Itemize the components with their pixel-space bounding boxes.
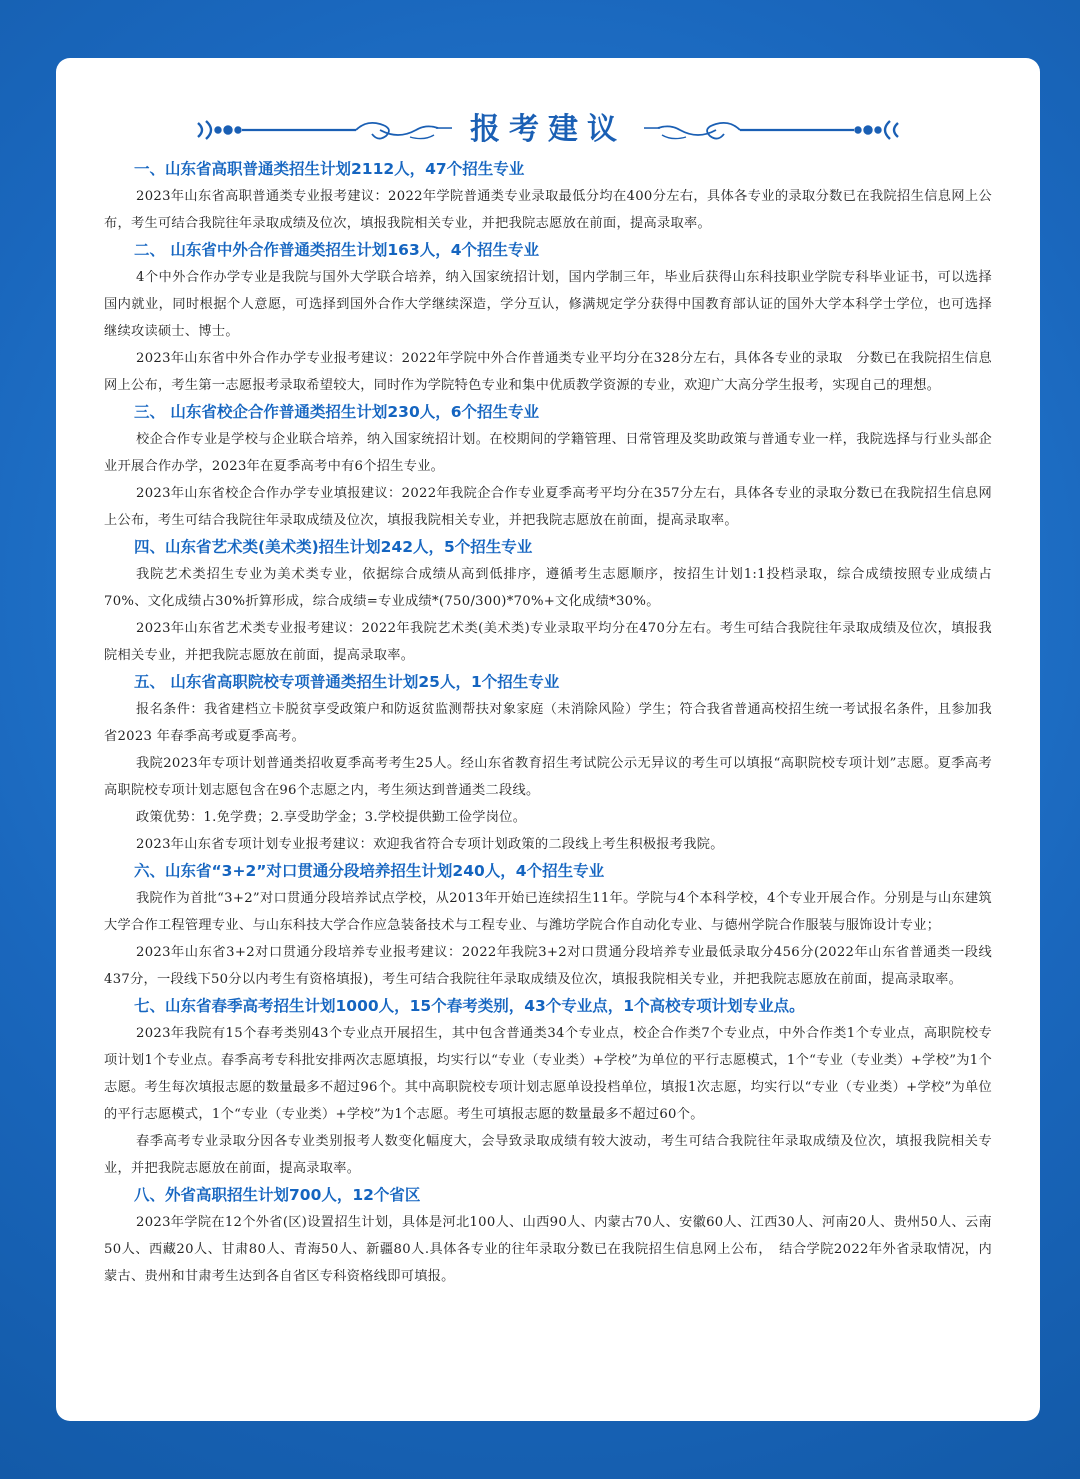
section-paragraph: 我院艺术类招生专业为美术类专业，依据综合成绩从高到低排序，遵循考生志愿顺序，按招生计划1:1投档录取，综合成绩按照专业成绩占70%、文化成绩占30%折算形成，综合成绩=专业成绩*(750/300)*70%+文化成绩*30%。 (104, 567, 992, 609)
section-1 (104, 156, 992, 237)
section-3 (104, 399, 992, 534)
section-paragraph: 4个中外合作办学专业是我院与国外大学联合培养，纳入国家统招计划，国内学制三年，毕业后获得山东科技职业学院专科毕业证书，可以选择国内就业，同时根据个人意愿，可选择到国外合作大学继续深造，学分互认，修满规定学分获得中国教育部认证的国外大学本科学士学位，也可选择继续攻读硕士、博士。 (104, 270, 992, 339)
sections-container (104, 156, 992, 1290)
section-paragraph: 2023年山东省中外合作办学专业报考建议：2022年学院中外合作普通类专业平均分在328分左右，具体各专业的录取 分数已在我院招生信息网上公布，考生第一志愿报考录取希望较大，同时作为学院特色专业和集中优质教学资源的专业，欢迎广大高分学生报考，实现自己的理想。 (104, 351, 992, 393)
section-paragraph: 报名条件：我省建档立卡脱贫享受政策户和防返贫监测帮扶对象家庭（未消除风险）学生；符合我省普通高校招生统一考试报名条件，且参加我省2023 年春季高考或夏季高考。 (104, 702, 992, 744)
title-row (56, 108, 1040, 152)
section-paragraph: 校企合作专业是学校与企业联合培养，纳入国家统招计划。在校期间的学籍管理、日常管理及奖助政策与普通专业一样，我院选择与行业头部企业开展合作办学，2023年在夏季高考中有6个招生专业。 (104, 432, 992, 474)
section-heading: 三、 山东省校企合作普通类招生计划230人，6个招生专业 (134, 403, 540, 421)
section-paragraph: 2023年山东省艺术类专业报考建议：2022年我院艺术类(美术类)专业录取平均分在470分左右。考生可结合我院往年录取成绩及位次，填报我院相关专业，并把我院志愿放在前面，提高录取率。 (104, 621, 992, 663)
section-paragraph: 2023年山东省专项计划专业报考建议：欢迎我省符合专项计划政策的二段线上考生积极报考我院。 (136, 837, 724, 852)
section-heading: 五、 山东省高职院校专项普通类招生计划25人，1个招生专业 (134, 673, 560, 691)
section-heading: 六、山东省“3+2”对口贯通分段培养招生计划240人，4个招生专业 (134, 862, 605, 880)
section-paragraph: 2023年我院有15个春考类别43个专业点开展招生，其中包含普通类34个专业点，校企合作类7个专业点，中外合作类1个专业点，高职院校专项计划1个专业点。春季高考专科批安排两次志愿填报，均实行以“专业（专业类）+学校”为单位的平行志愿模式，1个“专业（专业类）+学校”为1个志愿。考生每次填报志愿的数量最多不超过96个。其中高职院校专项计划志愿单设投档单位，填报1次志愿，均实行以“专业（专业类）+学校”为单位的平行志愿模式，1个“专业（专业类）+学校”为1个志愿。考生可填报志愿的数量最多不超过60个。 (104, 1026, 992, 1122)
page-title: 报考建议 (470, 112, 626, 147)
section-heading: 七、山东省春季高考招生计划1000人，15个春考类别，43个专业点，1个高校专项计划专业点。 (134, 997, 805, 1015)
section-paragraph: 我院2023年专项计划普通类招收夏季高考考生25人。经山东省教育招生考试院公示无异议的考生可以填报“高职院校专项计划”志愿。夏季高考高职院校专项计划志愿包含在96个志愿之内，考生须达到普通类二段线。 (104, 756, 992, 798)
section-paragraph: 我院作为首批“3+2”对口贯通分段培养试点学校，从2013年开始已连续招生11年。学院与4个本科学校，4个专业开展合作。分别是与山东建筑大学合作工程管理专业、与山东科技大学合作应急装备技术与工程专业、与潍坊学院合作自动化专业、与德州学院合作服装与服饰设计专业； (104, 891, 992, 933)
right-ornament-icon (640, 115, 900, 145)
section-heading: 四、山东省艺术类(美术类)招生计划242人，5个招生专业 (134, 538, 533, 556)
section-paragraph: 2023年学院在12个外省(区)设置招生计划，具体是河北100人、山西90人、内蒙古70人、安徽60人、江西30人、河南20人、贵州50人、云南50人、西藏20人、甘肃80人、青海50人、新疆80人.具体各专业的往年录取分数已在我院招生信息网上公布， 结合学院2022年外省录取情况，内蒙古、贵州和甘肃考生达到各自省区专科资格线即可填报。 (104, 1215, 992, 1284)
section-4 (104, 534, 992, 669)
content-card (56, 58, 1040, 1421)
section-paragraph: 2023年山东省校企合作办学专业填报建议：2022年我院企合作专业夏季高考平均分在357分左右，具体各专业的录取分数已在我院招生信息网上公布，考生可结合我院往年录取成绩及位次，填报我院相关专业，并把我院志愿放在前面，提高录取率。 (104, 486, 992, 528)
section-heading: 二、 山东省中外合作普通类招生计划163人，4个招生专业 (134, 241, 540, 259)
section-paragraph: 2023年山东省高职普通类专业报考建议：2022年学院普通类专业录取最低分均在400分左右，具体各专业的录取分数已在我院招生信息网上公布，考生可结合我院往年录取成绩及位次，填报我院相关专业，并把我院志愿放在前面，提高录取率。 (104, 189, 992, 231)
section-5 (104, 669, 992, 858)
left-ornament-icon (196, 115, 456, 145)
section-paragraph: 春季高考专业录取分因各专业类别报考人数变化幅度大，会导致录取成绩有较大波动，考生可结合我院往年录取成绩及位次，填报我院相关专业，并把我院志愿放在前面，提高录取率。 (104, 1134, 992, 1176)
section-6 (104, 858, 992, 993)
section-2 (104, 237, 992, 399)
section-8 (104, 1182, 992, 1290)
section-heading: 一、山东省高职普通类招生计划2112人，47个招生专业 (134, 160, 525, 178)
section-7 (104, 993, 992, 1182)
section-paragraph: 2023年山东省3+2对口贯通分段培养专业报考建议：2022年我院3+2对口贯通分段培养专业最低录取分456分(2022年山东省普通类一段线437分，一段线下50分以内考生有资格填报)，考生可结合我院往年录取成绩及位次，填报我院相关专业，并把我院志愿放在前面，提高录取率。 (104, 945, 992, 987)
section-heading: 八、外省高职招生计划700人，12个省区 (134, 1186, 421, 1204)
section-paragraph: 政策优势：1.免学费；2.享受助学金；3.学校提供勤工俭学岗位。 (136, 810, 527, 825)
